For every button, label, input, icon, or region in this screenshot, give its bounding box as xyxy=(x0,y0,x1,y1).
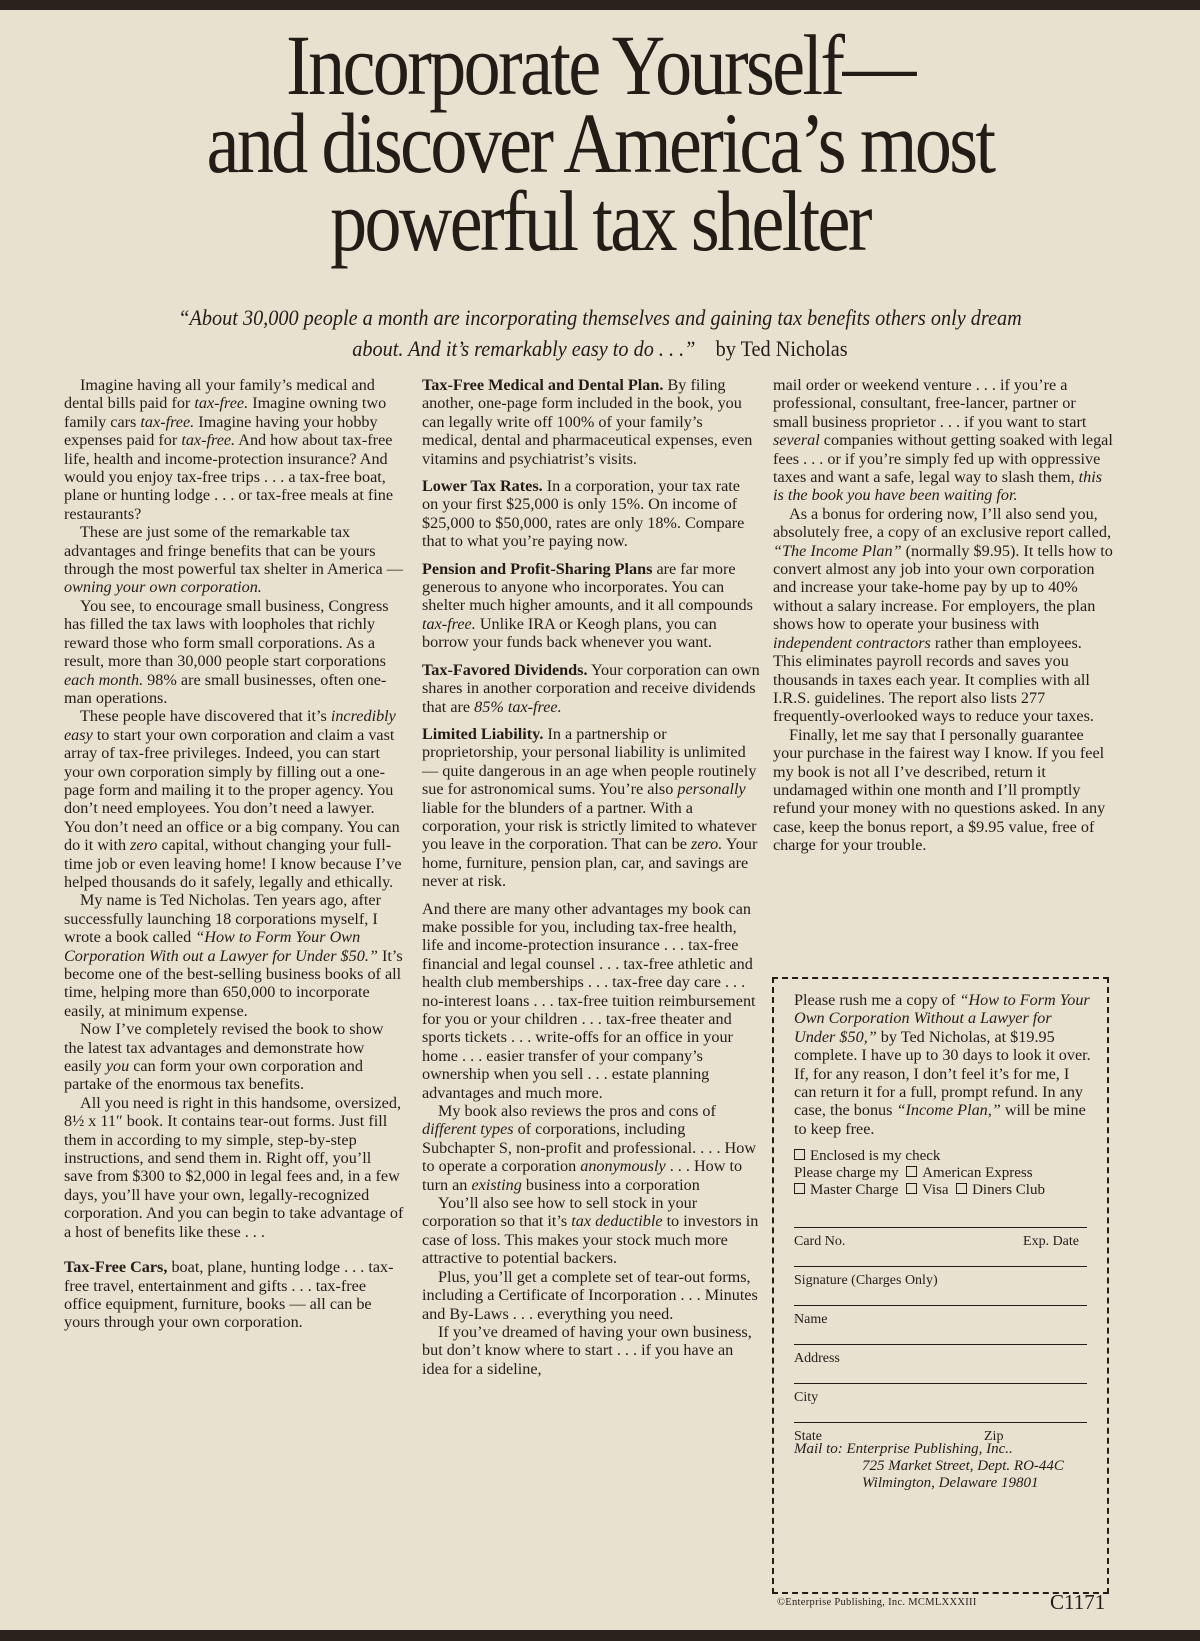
card-number-label: Card No. xyxy=(794,1234,846,1250)
text-run: Plus, you’ll get a complete set of tear-out forms, including a Certificate of Incorporation . . . Minutes and By-Laws . . . everything you need. xyxy=(422,1267,758,1323)
body-column-2 xyxy=(422,376,760,1378)
text-run: . . . How to turn an xyxy=(422,1157,743,1194)
paragraph-pension-plans xyxy=(422,560,760,652)
paragraph-other-advantages xyxy=(422,900,760,1102)
payment-options xyxy=(794,1148,1095,1199)
paragraph-lower-tax-rates xyxy=(422,477,760,551)
paragraph-tax-free-cars xyxy=(64,1258,404,1332)
subhead-line-2 xyxy=(122,333,1079,364)
ad-code: C1171 xyxy=(1050,1590,1106,1614)
paragraph-dividends xyxy=(422,661,760,716)
italic-text: zero xyxy=(130,836,158,855)
text-run: You see, to encourage small business, Congress has filled the tax laws with loopholes that richly reward those who form small corporations. As a result, more than 30,000 people start corporations xyxy=(64,596,389,671)
exp-date-label: Exp. Date xyxy=(1023,1234,1079,1250)
text-run: boat, plane, hunting lodge . . . tax-free travel, entertainment and gifts . . . tax-free office equipment, furniture, books — all can be yours through your own corporation. xyxy=(64,1258,394,1332)
text-run: Please rush me a copy of xyxy=(794,991,960,1009)
italic-text: “Income Plan,” xyxy=(896,1101,1001,1120)
text-run: will be mine to keep free. xyxy=(794,1101,1086,1138)
subheadline xyxy=(122,302,1079,364)
italic-text: “How to Form Your Own Corporation Without a Lawyer for Under $50,” xyxy=(794,991,1090,1046)
italic-text: independent contractors xyxy=(773,633,931,652)
text-run: In a corporation, your tax rate on your first $25,000 is only 15%. On income of $25,000 to $50,000, rates are only 18%. Compare that to what you’re paying now. xyxy=(422,477,745,551)
text-run: to investors in case of loss. This makes your stock much more attractive to potential backers. xyxy=(422,1212,759,1268)
text-run: liable for the blunders of a partner. With a corporation, your risk is strictly limited to whatever you leave in the corporation. That can be xyxy=(422,798,757,854)
amex-label: American Express xyxy=(922,1165,1033,1182)
headline-line-1: Incorporate Yourself— xyxy=(286,17,914,113)
advertisement-page xyxy=(0,10,1200,1630)
coupon-text xyxy=(794,991,1095,1138)
headline-line-2: and discover America’s most xyxy=(206,95,994,191)
text-run: business into a corporation xyxy=(521,1175,700,1194)
paragraph xyxy=(422,1102,760,1194)
zip-label: Zip xyxy=(984,1429,1004,1445)
body-column-1 xyxy=(64,376,404,1332)
top-border xyxy=(0,0,1200,10)
charge-label: Please charge my xyxy=(794,1165,899,1182)
text-run: And how about tax-free life, health and income-protection insurance? And would you enjoy tax-free trips . . . a tax-free boat, plane or hunting lodge . . . or tax-free meals at fine restaurants? xyxy=(64,431,394,523)
text-run: By filing another, one-page form included in the book, you can legally write off 100% of your family’s medical, dental and pharmaceutical expenses, even vitamins and psychiatrist’s visits. xyxy=(422,376,753,468)
italic-text: several xyxy=(773,431,820,450)
italic-text: existing xyxy=(471,1175,522,1194)
text-run: These people have discovered that it’s xyxy=(80,707,331,726)
text-run: Your corporation can own shares in another corporation and receive dividends that are xyxy=(422,660,760,716)
text-run: Imagine owning two family cars xyxy=(64,394,387,431)
text-run: (normally $9.95). It tells how to convert almost any job into your own corporation and increase your take-home pay by up to 40% without a salary increase. For employers, the plan shows how to operate your business with xyxy=(773,541,1113,634)
text-run: of corporations, including Subchapter S, non-profit and professional. . . . How to operate a corporation xyxy=(422,1120,757,1176)
italic-text: tax-free. xyxy=(422,614,476,633)
italic-text: this is the book you have been waiting for. xyxy=(773,468,1103,505)
bold-text: Lower Tax Rates. xyxy=(422,477,543,496)
italic-text: tax deductible xyxy=(571,1212,663,1231)
italic-text: anonymously xyxy=(580,1157,666,1176)
text-run: Imagine having all your family’s medical and dental bills paid for xyxy=(64,376,375,413)
italic-text: you xyxy=(105,1057,130,1076)
state-zip-field[interactable] xyxy=(794,1422,1087,1443)
name-field[interactable] xyxy=(794,1305,1087,1326)
text-run: 98% are small businesses, often one-man operations. xyxy=(64,670,387,707)
paragraph xyxy=(773,376,1113,505)
italic-text: 85% tax-free. xyxy=(474,697,562,716)
mastercharge-checkbox[interactable] xyxy=(794,1183,805,1194)
paragraph xyxy=(422,1323,760,1378)
city-label: City xyxy=(794,1390,819,1406)
diners-label: Diners Club xyxy=(972,1182,1045,1199)
bold-text: Tax-Free Cars, xyxy=(64,1258,168,1277)
city-line: Wilmington, Delaware 19801 xyxy=(862,1475,1039,1492)
paragraph xyxy=(422,1268,760,1323)
text-run: can form your own corporation and partake of the enormous tax benefits. xyxy=(64,1057,363,1094)
bold-text: Limited Liability. xyxy=(422,724,544,743)
italic-text: incredibly easy xyxy=(64,707,396,744)
italic-text: tax-free. xyxy=(140,412,195,431)
mail-to-line: Mail to: Enterprise Publishing, Inc.. xyxy=(794,1441,1013,1458)
body-column-3 xyxy=(773,376,1113,855)
paragraph xyxy=(64,1094,404,1241)
mailing-address xyxy=(794,1441,1095,1492)
check-payment-checkbox[interactable] xyxy=(794,1149,805,1160)
subhead-quote-end: about. And it’s remarkably easy to do . . .” xyxy=(352,336,696,361)
text-run: are far more generous to anyone who incorporates. You can shelter much higher amounts, and it all compounds xyxy=(422,559,753,615)
byline: by Ted Nicholas xyxy=(715,336,848,361)
check-payment-label: Enclosed is my check xyxy=(810,1148,941,1165)
subhead-line-1: “About 30,000 people a month are incorporating themselves and gaining tax benefits others only dream xyxy=(178,305,1022,330)
card-number-field[interactable] xyxy=(794,1227,1087,1248)
italic-text: “The Income Plan” xyxy=(773,541,902,560)
signature-field[interactable] xyxy=(794,1266,1087,1287)
text-run: Now I’ve completely revised the book to show the latest tax advantages and demonstrate how easily xyxy=(64,1020,384,1076)
amex-checkbox[interactable] xyxy=(906,1166,917,1177)
text-run: As a bonus for ordering now, I’ll also send you, absolutely free, a copy of an exclusive report called, xyxy=(773,504,1111,542)
text-run: If you’ve dreamed of having your own business, but don’t know where to start . . . if you have an idea for a sideline, xyxy=(422,1322,752,1378)
text-run: Unlike IRA or Keogh plans, you can borrow your funds back whenever you want. xyxy=(422,614,717,652)
italic-text: “How to Form Your Own Corporation With out a Lawyer for Under $50.” xyxy=(64,928,378,965)
headline-line-3: powerful tax shelter xyxy=(330,173,870,269)
italic-text: different types xyxy=(422,1120,514,1139)
text-run: My book also reviews the pros and cons of xyxy=(438,1102,716,1121)
signature-label: Signature (Charges Only) xyxy=(794,1273,938,1289)
name-label: Name xyxy=(794,1312,828,1328)
paragraph xyxy=(64,707,404,891)
text-run: to start your own corporation and claim a vast array of tax-free privileges. Indeed, you can start your own corporation simply by filling out a one-page form and mailing it to the proper agency. You don’t need employees. You don’t need a lawyer. You don’t need an office or a big company. You can do it with xyxy=(64,725,400,855)
italic-text: each month. xyxy=(64,670,144,689)
state-label: State xyxy=(794,1429,822,1445)
bottom-border xyxy=(0,1630,1200,1641)
paragraph xyxy=(773,505,1113,726)
paragraph xyxy=(773,726,1113,855)
italic-text: tax-free. xyxy=(194,394,249,413)
paragraph xyxy=(64,523,404,597)
text-run: Imagine having your hobby expenses paid for xyxy=(64,412,378,450)
text-run: It’s become one of the best-selling business books of all time, helping more than 650,000 to incorporate easily, at minimum expense. xyxy=(64,946,403,1020)
text-run: You’ll also see how to sell stock in your corporation so that it’s xyxy=(422,1194,698,1231)
text-run: by Ted Nicholas, at $19.95 complete. I have up to 30 days to look it over. If, for any reason, I don’t feel it’s for me, I can return it for a full, prompt refund. In any case, the bonus xyxy=(794,1027,1091,1120)
bold-text: Pension and Profit-Sharing Plans xyxy=(422,559,653,578)
headline xyxy=(136,17,1065,269)
italic-text: zero. xyxy=(690,835,723,854)
text-run: Your home, furniture, pension plan, car, and savings are never at risk. xyxy=(422,835,758,891)
city-field[interactable] xyxy=(794,1383,1087,1404)
order-coupon xyxy=(772,977,1109,1594)
visa-label: Visa xyxy=(921,1182,949,1199)
address-field[interactable] xyxy=(794,1344,1087,1365)
diners-checkbox[interactable] xyxy=(956,1183,967,1194)
italic-text: personally xyxy=(677,780,746,799)
text-run: companies without getting soaked with legal fees . . . or if you’re simply fed up with oppressive taxes and want a safe, legal way to slash them, xyxy=(773,431,1113,487)
bold-text: Tax-Free Medical and Dental Plan. xyxy=(422,376,664,394)
text-run: mail order or weekend venture . . . if you’re a professional, consultant, free-lancer, partner or small business proprietor . . . if you want to start xyxy=(773,376,1087,431)
italic-text: owning your own corporation. xyxy=(64,578,262,597)
text-run: These are just some of the remarkable tax advantages and fringe benefits that can be yours through the most powerful tax shelter in America — xyxy=(64,523,403,579)
text-run: And there are many other advantages my book can make possible for you, including tax-free health, life and income-protection insurance . . . tax-free financial and legal counsel . . . tax-free athletic and health club memberships . . . tax-free day care . . . no-interest loans . . . tax-free tuition reimbursement for you or your children . . . tax-free theater and sports tickets . . . write-offs for an office in your home . . . easier transfer of your company’s ownership when you sell . . . estate planning advantages and much more. xyxy=(422,899,756,1102)
paragraph xyxy=(64,597,404,707)
paragraph-medical-plan xyxy=(422,376,760,468)
italic-text: tax-free. xyxy=(181,431,236,450)
text-run: My name is Ted Nicholas. Ten years ago, after successfully launching 18 corporations myself, I wrote a book called xyxy=(64,891,382,947)
text-run: capital, without changing your full-time job or even leaving home! I know because I’ve helped thousands do it safely, legally and ethically. xyxy=(64,836,402,891)
street-line: 725 Market Street, Dept. RO-44C xyxy=(862,1458,1064,1475)
paragraph xyxy=(64,891,404,1020)
text-run: All you need is right in this handsome, oversized, 8½ x 11″ book. It contains tear-out forms. Just fill them in according to my simple, step-by-step instructions, and send them in. Right off, you’ll save from $300 to $2,000 in legal fees and, in a few days, you’ll have your own, legally-recognized corporation. And you can begin to take advantage of a host of benefits like these . . . xyxy=(64,1093,404,1241)
text-run: rather than employees. This eliminates payroll records and saves you thousands in taxes each year. It complies with all I.R.S. guidelines. The report also lists 277 frequently-overlooked ways to reduce your taxes. xyxy=(773,633,1094,726)
bold-text: Tax-Favored Dividends. xyxy=(422,660,588,679)
text-run: Finally, let me say that I personally guarantee your purchase in the fairest way I know. If you feel my book is not all I’ve described, return it undamaged within one month and I’ll promptly refund your money with no questions asked. In any case, keep the bonus report, a $9.95 value, free of charge for your trouble. xyxy=(773,725,1106,855)
paragraph xyxy=(64,376,404,523)
text-run: In a partnership or proprietorship, your personal liability is unlimited — quite dangerous in an age when people routinely sue for astronomical sums. You’re also xyxy=(422,724,757,799)
address-label: Address xyxy=(794,1351,840,1367)
paragraph xyxy=(422,1194,760,1268)
mastercharge-label: Master Charge xyxy=(810,1182,899,1199)
copyright-notice: ©Enterprise Publishing, Inc. MCMLXXXIII xyxy=(777,1597,977,1608)
paragraph xyxy=(64,1020,404,1094)
visa-checkbox[interactable] xyxy=(906,1183,917,1194)
paragraph-limited-liability xyxy=(422,725,760,891)
